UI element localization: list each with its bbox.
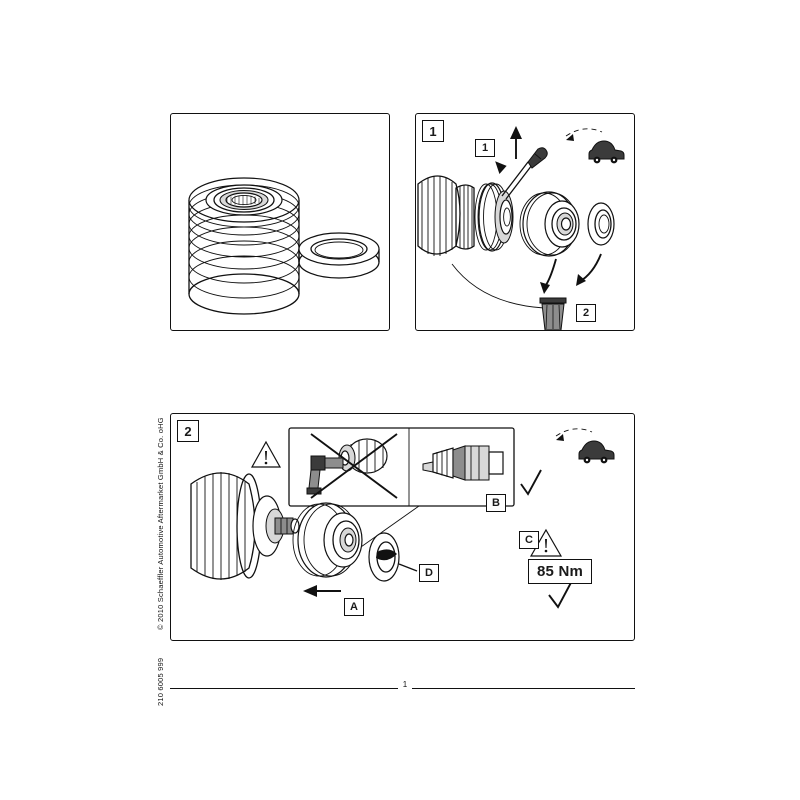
cap-ring bbox=[299, 233, 379, 278]
document-number: 210 6005 999 bbox=[156, 657, 165, 706]
overview-drawing bbox=[171, 114, 391, 332]
footer-rule-left bbox=[170, 688, 398, 689]
cap-ring-icon bbox=[369, 533, 399, 581]
discard-arrows bbox=[540, 254, 601, 294]
step1-number-box bbox=[422, 120, 444, 142]
page-number: 1 bbox=[402, 680, 408, 689]
impact-wrench-icon bbox=[307, 439, 387, 494]
check-mark-icon-tool bbox=[521, 470, 541, 494]
step2-callout-c: C bbox=[519, 531, 539, 549]
alternator-icon bbox=[418, 176, 544, 308]
step2-drawing bbox=[171, 414, 636, 642]
trash-bin-icon bbox=[540, 298, 566, 330]
up-arrow bbox=[510, 126, 522, 159]
step2-number: 2 bbox=[184, 423, 192, 439]
copyright-text: © 2010 Schaeffler Automotive Aftermarket GmbH & Co. oHG bbox=[156, 417, 165, 630]
step2-callout-a: A bbox=[344, 598, 364, 616]
step1-panel bbox=[415, 113, 635, 331]
pulley-decoupler bbox=[189, 178, 299, 314]
cap-ring-icon bbox=[588, 203, 614, 245]
torque-value: 85 Nm bbox=[537, 563, 584, 580]
step1-drawing bbox=[416, 114, 636, 332]
alternator-icon bbox=[191, 472, 299, 580]
special-tool-bit-icon bbox=[423, 446, 503, 480]
step1-number: 1 bbox=[429, 123, 437, 139]
warning-triangle-icon bbox=[252, 442, 280, 467]
step2-number-box bbox=[177, 420, 199, 442]
footer-rule-right bbox=[412, 688, 635, 689]
overview-panel bbox=[170, 113, 390, 331]
assembly-arrow bbox=[303, 585, 341, 597]
step1-callout-1: 1 bbox=[475, 139, 495, 157]
torque-value-box bbox=[528, 559, 592, 584]
pulley-icon bbox=[293, 503, 362, 577]
pulley-icon bbox=[520, 192, 579, 256]
step1-callout-2: 2 bbox=[576, 304, 596, 322]
car-motion-icon bbox=[566, 129, 624, 164]
car-motion-icon bbox=[556, 429, 614, 464]
step2-panel bbox=[170, 413, 635, 641]
step2-callout-b: B bbox=[486, 494, 506, 512]
step2-callout-d: D bbox=[419, 564, 439, 582]
